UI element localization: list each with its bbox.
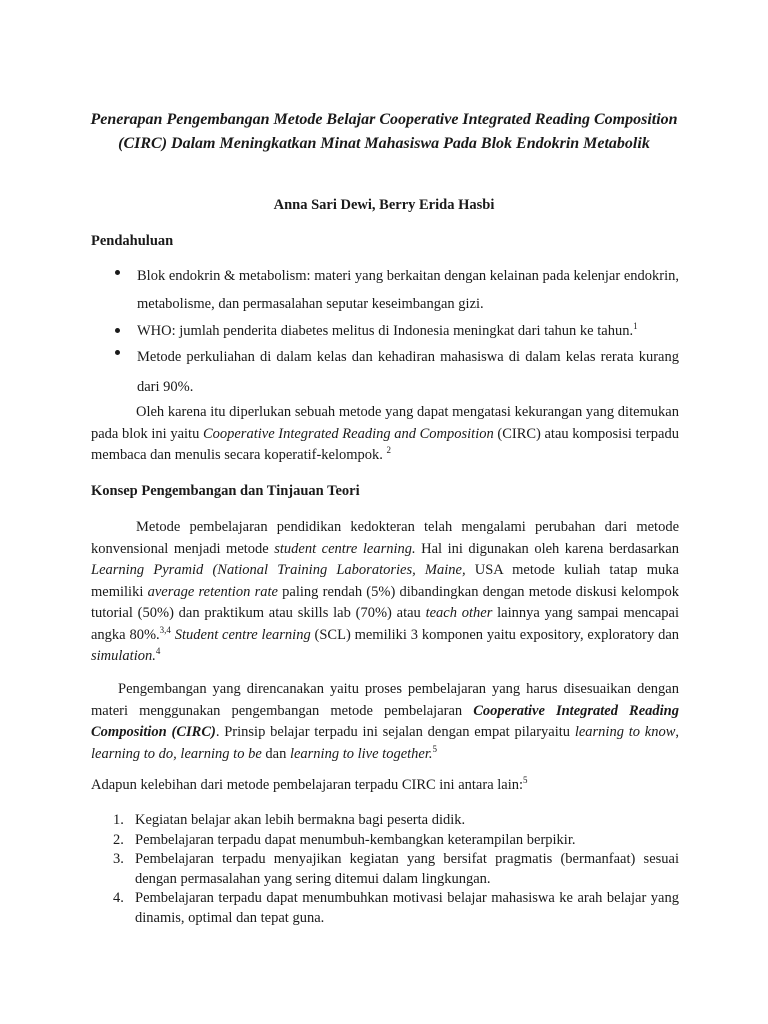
- numbered-list: [91, 811, 679, 928]
- paragraph-konsep-1: Metode pembelajaran pendidikan kedokteran telah mengalami perubahan dari metode konvensional menjadi metode student centre learning. Hal ini digunakan oleh karena berdasarkan Learning Pyramid (National Training Laboratories, Maine, USA metode kuliah tatap muka memiliki average retention rate paling rendah (5%) dibandingkan dengan metode diskusi kelompok tutorial (50%) dan praktikum atau skills lab (70%) atau teach other lainnya yang sampai mencapai angka 80%.$^{3,4}$ Student centre learning (SCL) memiliki 3 komponen yaitu expository, exploratory dan simulation.$^4$: [91, 519, 680, 664]
- bullet-icon: [115, 270, 120, 275]
- list-item: WHO: jumlah penderita diabetes melitus di Indonesia meningkat dari tahun ke tahun.$^1$: [91, 320, 679, 342]
- list-item: Blok endokrin & metabolism: materi yang berkaitan dengan kelainan pada kelenjar endokrin, metabolisme, dan permasalahan seputar keseimbangan gizi.: [91, 262, 679, 318]
- footnote-ref: 4: [155, 646, 161, 657]
- footnote-ref: 5: [523, 775, 528, 786]
- footnote-ref: 2: [386, 445, 392, 456]
- list-item: 3. Pembelajaran terpadu menyajikan kegiatan yang bersifat pragmatis (bermanfaat) sesuai dengan permasalahan yang sering ditemui dalam lingkungan.: [113, 851, 679, 887]
- list-item: Metode perkuliahan di dalam kelas dan kehadiran mahasiswa di dalam kelas rerata kurang dari 90%.: [91, 342, 679, 402]
- bullet-icon: [115, 328, 120, 333]
- list-item: 1. Kegiatan belajar akan lebih bermakna bagi peserta didik.: [113, 812, 466, 828]
- section-heading-konsep: Konsep Pengembangan dan Tinjauan Teori: [91, 483, 360, 499]
- footnote-ref: 1: [633, 321, 638, 332]
- section-heading-pendahuluan: Pendahuluan: [91, 233, 174, 249]
- paragraph-konsep-2: Pengembangan yang direncanakan yaitu proses pembelajaran yang harus disesuaikan dengan materi menggunakan pengembangan metode pembelajaran Cooperative Integrated Reading Composition (CIRC). Prinsip belajar terpadu ini sejalan dengan empat pilaryaitu learning to know, learning to do, learning to be dan learning to live together.$^5$: [91, 681, 679, 762]
- document-title: Penerapan Pengembangan Metode Belajar Cooperative Integrated Reading Composition (CIRC) Dalam Meningkatkan Minat Mahasiswa Pada Blok Endokrin Metabolik: [90, 111, 678, 152]
- footnote-ref: 5: [432, 743, 438, 754]
- footnote-ref: 3,4: [159, 624, 171, 635]
- authors: Anna Sari Dewi, Berry Erida Hasbi: [273, 197, 495, 213]
- list-item: 2. Pembelajaran terpadu dapat menumbuh-kembangkan keterampilan berpikir.: [113, 831, 576, 848]
- list-item: 4. Pembelajaran terpadu dapat menumbuhkan motivasi belajar mahasiswa ke arah belajar yang dinamis, optimal dan tepat guna.: [113, 890, 679, 926]
- paragraph-intro: Oleh karena itu diperlukan sebuah metode yang dapat mengatasi kekurangan yang ditemukan pada blok ini yaitu Cooperative Integrated Reading and Composition (CIRC) atau komposisi terpadu membaca dan menulis secara koperatif-kelompok. $^2$: [91, 404, 679, 463]
- bullet-icon: [115, 350, 120, 355]
- bullet-list: [91, 262, 679, 402]
- paragraph-kelebihan: Adapun kelebihan dari metode pembelajaran terpadu CIRC ini antara lain:$^5$: [91, 775, 528, 793]
